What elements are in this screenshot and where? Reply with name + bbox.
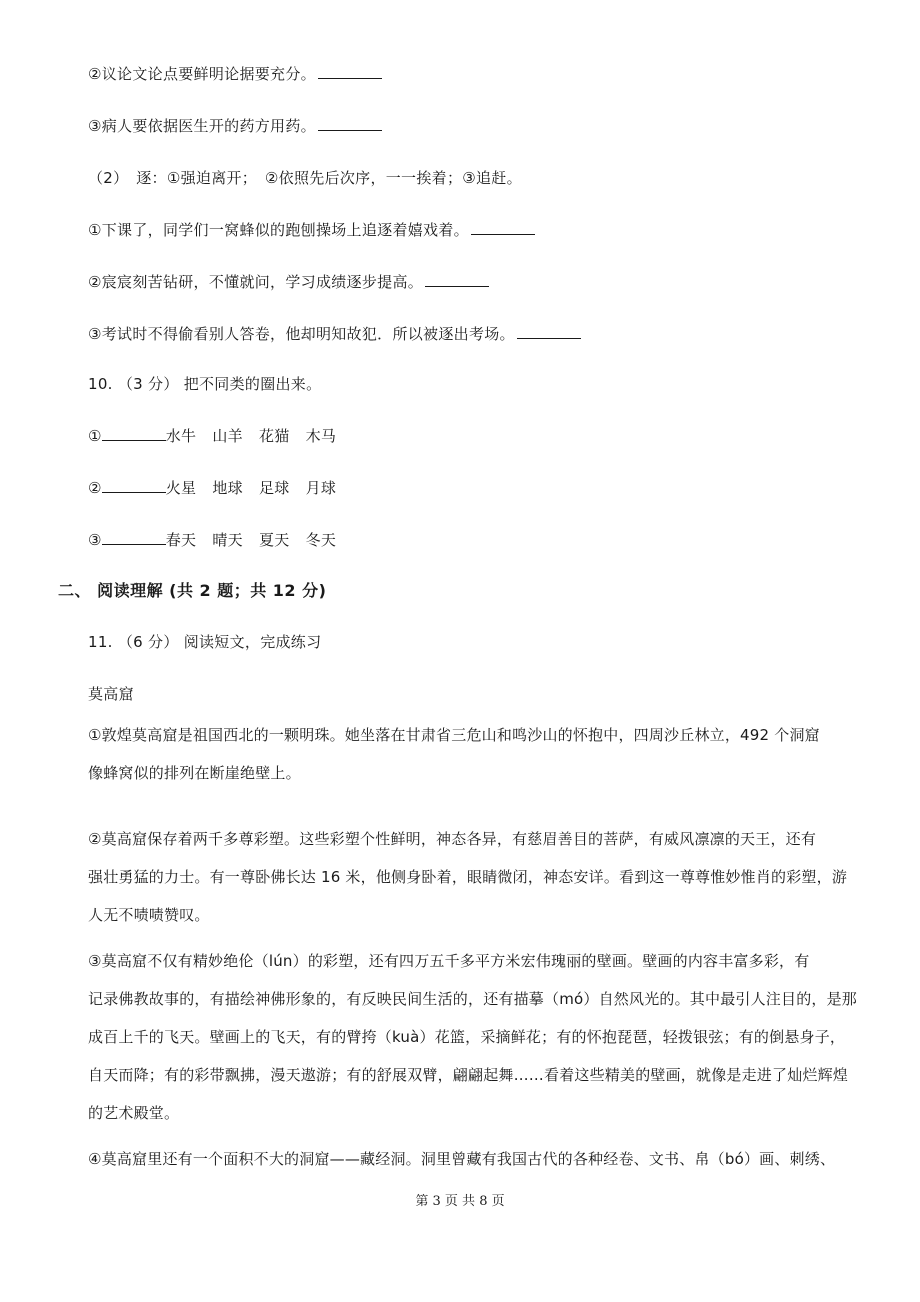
q9-line-6-text: ③考试时不得偷看别人答卷，他却明知故犯．所以被逐出考场。 bbox=[88, 325, 515, 343]
q9-line-5 bbox=[88, 272, 489, 292]
q10-option[interactable]: 地球 bbox=[212, 479, 243, 497]
passage-line: 成百上千的飞天。壁画上的飞天，有的臂挎（kuà）花篮，采摘鲜花；有的怀抱琵琶，轻拨银弦；有的倒悬身子， bbox=[88, 1028, 846, 1046]
q9-line-6 bbox=[88, 324, 581, 344]
passage-line: 的艺术殿堂。 bbox=[88, 1104, 180, 1122]
answer-blank[interactable] bbox=[102, 531, 166, 545]
q10-option[interactable]: 夏天 bbox=[258, 531, 290, 549]
answer-blank[interactable] bbox=[318, 65, 382, 79]
q9-line-3 bbox=[88, 116, 382, 136]
section-title: 二、 阅读理解 (共 2 题；共 12 分) bbox=[58, 581, 327, 600]
passage-paragraph-2 bbox=[88, 820, 878, 934]
q10-row-2 bbox=[88, 478, 352, 498]
q10-option[interactable]: 山羊 bbox=[212, 427, 243, 445]
passage-line: 记录佛教故事的，有描绘神佛形象的，有反映民间生活的，还有描摹（mó）自然风光的。其中最引人注目的，是那 bbox=[88, 990, 857, 1008]
answer-blank[interactable] bbox=[102, 427, 166, 441]
q9-line-4 bbox=[88, 220, 535, 240]
q11-head bbox=[88, 632, 321, 652]
passage-line: 自天而降；有的彩带飘拂，漫天遨游；有的舒展双臂，翩翩起舞……看着这些精美的壁画，就像是走进了灿烂辉煌 bbox=[88, 1066, 849, 1084]
q10-row-number: ① bbox=[88, 427, 102, 445]
passage-paragraph-3 bbox=[88, 942, 878, 1132]
answer-blank[interactable] bbox=[102, 479, 166, 493]
q9-line-3-text: ③病人要依据医生开的药方用药。 bbox=[88, 117, 316, 135]
q10-option[interactable]: 火星 bbox=[165, 479, 197, 497]
q10-head-text: 10. （3 分） 把不同类的圈出来。 bbox=[88, 375, 322, 393]
q10-option[interactable]: 冬天 bbox=[305, 531, 337, 549]
q9-part2-head-text: （2） 逐：①强迫离开； ②依照先后次序，一一挨着；③追赶。 bbox=[88, 169, 522, 187]
page-footer: 第 3 页 共 8 页 bbox=[415, 1194, 505, 1209]
passage-line: 人无不啧啧赞叹。 bbox=[88, 906, 210, 924]
q10-row-number: ② bbox=[88, 479, 102, 497]
q10-head bbox=[88, 374, 321, 394]
passage-line: ④莫高窟里还有一个面积不大的洞窟——藏经洞。洞里曾藏有我国古代的各种经卷、文书、帛（bó）画、刺绣、 bbox=[88, 1150, 836, 1168]
answer-blank[interactable] bbox=[517, 325, 581, 339]
answer-blank[interactable] bbox=[318, 117, 382, 131]
passage-line: 像蜂窝似的排列在断崖绝壁上。 bbox=[88, 764, 301, 782]
q9-part2-head bbox=[88, 168, 522, 188]
passage-title: 莫高窟 bbox=[88, 685, 134, 703]
passage-paragraph-1 bbox=[88, 716, 878, 792]
passage-paragraph-4 bbox=[88, 1140, 878, 1178]
q10-option[interactable]: 月球 bbox=[305, 479, 337, 497]
q10-option[interactable]: 木马 bbox=[305, 427, 337, 445]
q10-option[interactable]: 春天 bbox=[165, 531, 197, 549]
passage-line: 强壮勇猛的力士。有一尊卧佛长达 16 米，他侧身卧着，眼睛微闭，神态安详。看到这一尊尊惟妙惟肖的彩塑，游 bbox=[88, 868, 848, 886]
passage-line: ①敦煌莫高窟是祖国西北的一颗明珠。她坐落在甘肃省三危山和鸣沙山的怀抱中，四周沙丘林立，492 个洞窟 bbox=[88, 726, 820, 744]
q9-line-4-text: ①下课了，同学们一窝蜂似的跑刨操场上追逐着嬉戏着。 bbox=[88, 221, 469, 239]
passage-line: ②莫高窟保存着两千多尊彩塑。这些彩塑个性鲜明，神态各异，有慈眉善目的菩萨，有威风凛凛的天王，还有 bbox=[88, 830, 817, 848]
q9-line-5-text: ②宸宸刻苦钻研，不懂就问，学习成绩逐步提高。 bbox=[88, 273, 424, 291]
q9-line-2 bbox=[88, 64, 382, 84]
q10-row-1 bbox=[88, 426, 352, 446]
q10-option[interactable]: 晴天 bbox=[212, 531, 243, 549]
q10-option[interactable]: 花猫 bbox=[258, 427, 290, 445]
answer-blank[interactable] bbox=[471, 221, 535, 235]
q10-option[interactable]: 足球 bbox=[258, 479, 290, 497]
q10-row-number: ③ bbox=[88, 531, 102, 549]
q11-head-text: 11. （6 分） 阅读短文，完成练习 bbox=[88, 633, 322, 651]
q9-line-2-text: ②议论文论点要鲜明论据要充分。 bbox=[88, 65, 316, 83]
passage-line: ③莫高窟不仅有精妙绝伦（lún）的彩塑，还有四万五千多平方米宏伟瑰丽的壁画。壁画的内容丰富多彩，有 bbox=[88, 952, 810, 970]
q10-option[interactable]: 水牛 bbox=[165, 427, 197, 445]
q10-row-3 bbox=[88, 530, 352, 550]
answer-blank[interactable] bbox=[425, 273, 489, 287]
